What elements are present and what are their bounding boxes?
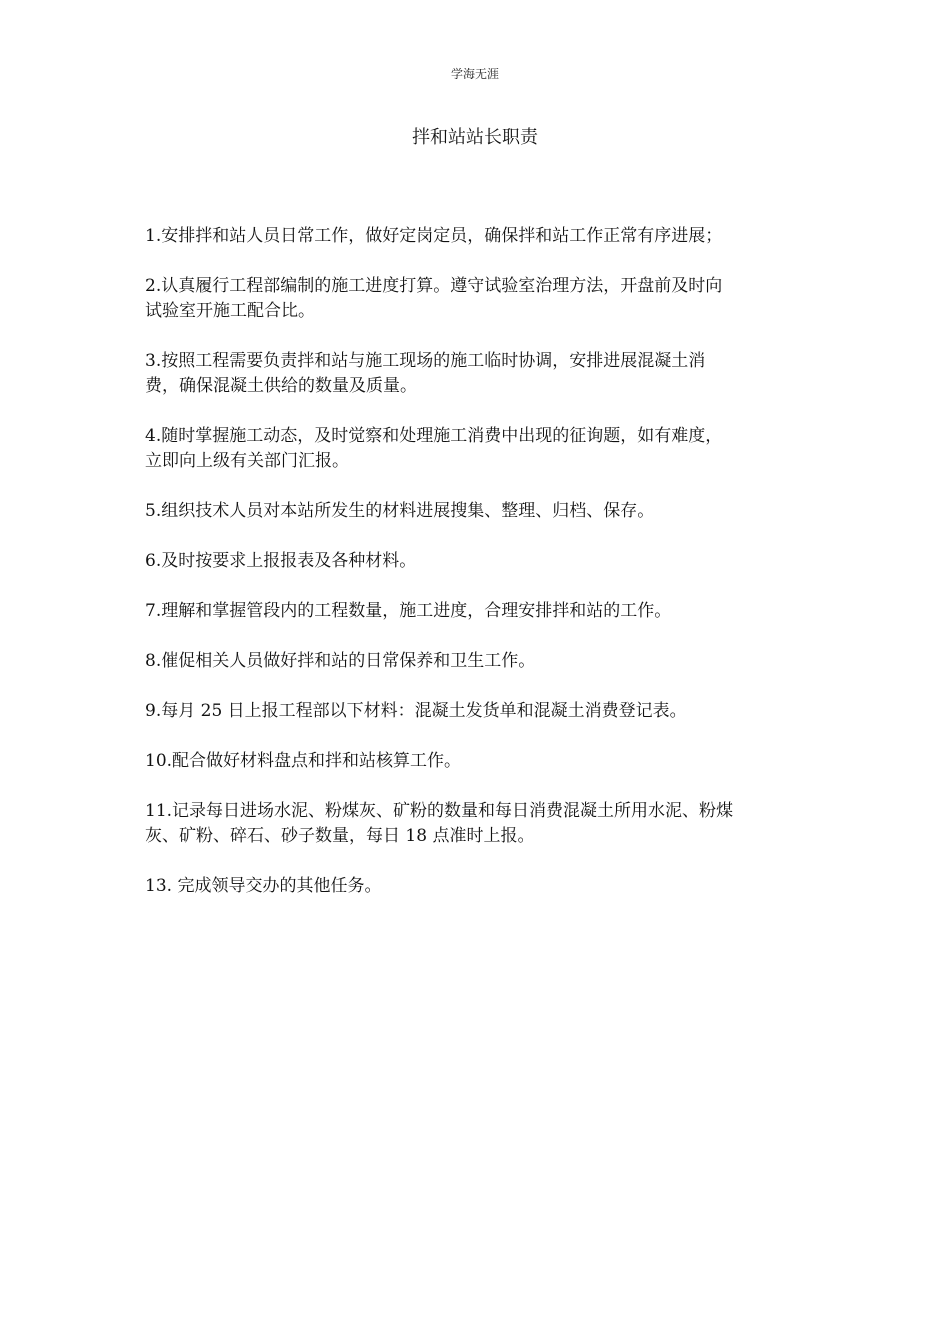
duty-item-5: 5.组织技术人员对本站所发生的材料进展搜集、整理、归档、保存。	[145, 501, 655, 521]
duty-item-8: 8.催促相关人员做好拌和站的日常保养和卫生工作。	[145, 651, 536, 671]
duty-item-6: 6.及时按要求上报报表及各种材料。	[145, 551, 417, 571]
duty-item-10: 10.配合做好材料盘点和拌和站核算工作。	[145, 751, 462, 771]
duty-item-2: 2.认真履行工程部编制的施工进度打算。遵守试验室治理方法，开盘前及时向 试验室开施工配合比。	[145, 276, 723, 321]
duty-item-13: 13. 完成领导交办的其他任务。	[145, 876, 382, 896]
duty-item-1: 1.安排拌和站人员日常工作，做好定岗定员，确保拌和站工作正常有序进展；	[145, 226, 723, 246]
duty-list	[145, 224, 810, 924]
duty-item-7: 7.理解和掌握管段内的工程数量，施工进度，合理安排拌和站的工作。	[145, 601, 672, 621]
document-title: 拌和站站长职责	[412, 127, 538, 148]
duty-item-11: 11.记录每日进场水泥、粉煤灰、矿粉的数量和每日消费混凝土所用水泥、粉煤 灰、矿粉、碎石、砂子数量，每日 18 点准时上报。	[145, 801, 734, 846]
page-header: 学海无涯	[450, 67, 499, 81]
duty-item-4: 4.随时掌握施工动态，及时觉察和处理施工消费中出现的征询题，如有难度， 立即向上级有关部门汇报。	[145, 426, 723, 471]
duty-item-3: 3.按照工程需要负责拌和站与施工现场的施工临时协调，安排进展混凝土消 费，确保混凝土供给的数量及质量。	[145, 351, 706, 396]
duty-item-9: 9.每月 25 日上报工程部以下材料：混凝土发货单和混凝土消费登记表。	[145, 701, 687, 721]
